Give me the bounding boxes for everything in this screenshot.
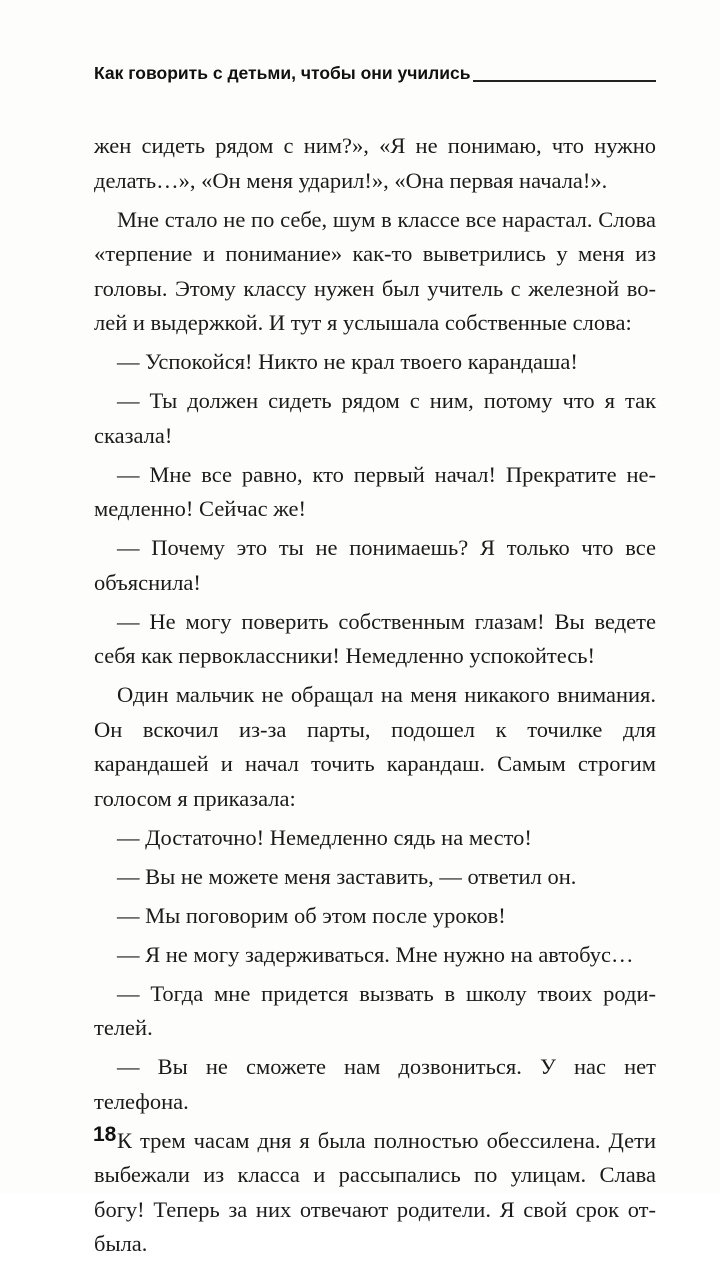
paragraph-4: К трем часам дня я была полностью обессилена. Дети выбежали из класса и рассыпались по улицам. Слава богу! Теперь за них отвечают родители. Я свой срок отбыла. — [94, 1127, 656, 1256]
running-header — [94, 63, 656, 84]
paragraph-3: Один мальчик не обращал на меня никакого внимания. Он вскочил из-за парты, подошел к точилке для карандашей и начал точить карандаш. Самым строгим голосом я приказала: — [94, 682, 656, 811]
dialogue-line-8: — Мы поговорим об этом после уроков! — [117, 902, 506, 928]
running-header-title: Как говорить с детьми, чтобы они учились — [94, 63, 471, 83]
dialogue-line-10: — Тогда мне придется вызвать в школу твоих родителей. — [94, 980, 656, 1040]
dialogue-line-4: — Почему это ты не понимаешь? Я только что все объяснила! — [94, 535, 656, 595]
dialogue-line-5: — Не могу поверить собственным глазам! Вы ведете себя как первоклассники! Немедленно успокойтесь! — [94, 608, 656, 668]
dialogue-line-1: — Успокойся! Никто не крал твоего карандаша! — [117, 349, 578, 374]
dialogue-line-7: — Вы не можете меня заставить, — ответил он. — [117, 863, 577, 889]
header-rule — [473, 80, 656, 82]
paragraph-2: Мне стало не по себе, шум в классе все нарастал. Слова «терпение и понимание» как-то выветрились у меня из головы. Этому классу нужен был учитель с железной волей и выдержкой. И тут я услышала собственные слова: — [94, 206, 656, 335]
body-text — [94, 129, 656, 1262]
paragraph-1: жен сидеть рядом с ним?», «Я не понимаю, что нужно делать…», «Он меня ударил!», «Она первая начала!». — [94, 133, 656, 193]
dialogue-line-11: — Вы не сможете нам дозвониться. У нас нет телефона. — [94, 1054, 656, 1114]
dialogue-line-3: — Мне все равно, кто первый начал! Прекратите немедленно! Сейчас же! — [94, 461, 656, 521]
dialogue-line-2: — Ты должен сидеть рядом с ним, потому что я так сказала! — [94, 388, 656, 448]
dialogue-line-9: — Я не могу задерживаться. Мне нужно на автобус… — [117, 941, 634, 967]
page-number: 18 — [93, 1123, 117, 1146]
dialogue-line-6: — Достаточно! Немедленно сядь на место! — [117, 824, 532, 850]
